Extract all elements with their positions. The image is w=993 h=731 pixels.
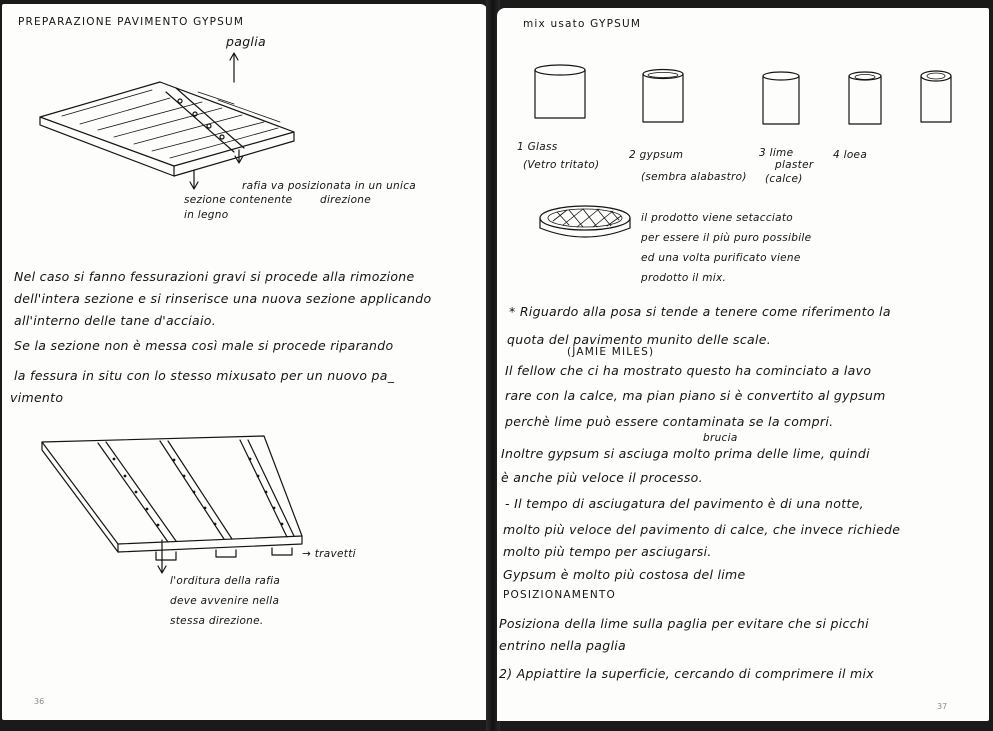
cup-label: (sembra alabastro) xyxy=(641,171,747,183)
note-line: Gypsum è molto più costosa del lime xyxy=(503,567,746,582)
note-line: * Riguardo alla posa si tende a tenere come riferimento la xyxy=(509,304,891,319)
label-section-wood: in legno xyxy=(184,209,229,221)
label-raffia: rafia va posizionata in un unica xyxy=(242,180,417,192)
label-section: sezione contenente xyxy=(184,194,293,206)
cup-label: 4 loea xyxy=(833,149,868,161)
right-page xyxy=(497,8,989,721)
label-raffia-direction: direzione xyxy=(320,194,372,206)
cup-label: 3 lime xyxy=(759,147,794,159)
paragraph-line: all'interno delle tane d'acciaio. xyxy=(14,313,216,328)
note-name: (JAMIE MILES) xyxy=(567,346,655,358)
cup-label: 1 Glass xyxy=(517,141,558,153)
sieve-note-line: il prodotto viene setacciato xyxy=(641,212,794,224)
note-correction: brucia xyxy=(703,432,738,444)
note-line: Inoltre gypsum si asciuga molto prima delle lime, quindi xyxy=(501,446,870,461)
step-line: Posiziona della lime sulla paglia per evitare che si picchi xyxy=(499,616,869,631)
note-line: rare con la calce, ma pian piano si è convertito al gypsum xyxy=(505,388,886,403)
right-page-title: mix usato GYPSUM xyxy=(523,18,642,30)
cup-label: (Vetro tritato) xyxy=(523,159,600,171)
label-beams: → travetti xyxy=(302,548,356,560)
page-number-left: 36 xyxy=(34,697,45,706)
section-subheading: POSIZIONAMENTO xyxy=(503,589,616,601)
note-line: è anche più veloce il processo. xyxy=(501,470,703,485)
label-straw: paglia xyxy=(226,34,266,49)
note-line: Il fellow che ci ha mostrato questo ha cominciato a lavo xyxy=(505,363,872,378)
paragraph-line: vimento xyxy=(10,390,64,405)
note-line: quota del pavimento munito delle scale. xyxy=(507,332,772,347)
sieve-note-line: per essere il più puro possibile xyxy=(641,232,812,244)
cup-label: (calce) xyxy=(765,173,803,185)
paragraph-line: Nel caso si fanno fessurazioni gravi si procede alla rimozione xyxy=(14,269,415,284)
caption-line: stessa direzione. xyxy=(170,615,264,627)
note-line: molto più tempo per asciugarsi. xyxy=(503,544,712,559)
step-line: 2) Appiattire la superficie, cercando di comprimere il mix xyxy=(499,666,874,681)
sieve-note-line: ed una volta purificato viene xyxy=(641,252,801,264)
step-line: entrino nella paglia xyxy=(499,638,626,653)
left-page-title: PREPARAZIONE PAVIMENTO GYPSUM xyxy=(18,16,245,28)
caption-line: l'orditura della rafia xyxy=(170,575,281,587)
note-line: molto più veloce del pavimento di calce, che invece richiede xyxy=(503,522,901,537)
page-number-right: 37 xyxy=(937,702,948,711)
sieve-note-line: prodotto il mix. xyxy=(641,272,727,284)
left-page xyxy=(2,4,488,720)
cup-label: 2 gypsum xyxy=(629,149,684,161)
note-line: - Il tempo di asciugatura del pavimento è di una notte, xyxy=(505,496,864,511)
paragraph-line: Se la sezione non è messa così male si procede riparando xyxy=(14,338,394,353)
paragraph-line: la fessura in situ con lo stesso mixusato per un nuovo pa_ xyxy=(14,368,395,383)
paragraph-line: dell'intera sezione e si rinserisce una nuova sezione applicando xyxy=(14,291,432,306)
raffia-planks-sketch xyxy=(2,4,488,720)
caption-line: deve avvenire nella xyxy=(170,595,280,607)
note-line: perchè lime può essere contaminata se la compri. xyxy=(505,414,834,429)
cup-label: plaster xyxy=(775,159,814,171)
